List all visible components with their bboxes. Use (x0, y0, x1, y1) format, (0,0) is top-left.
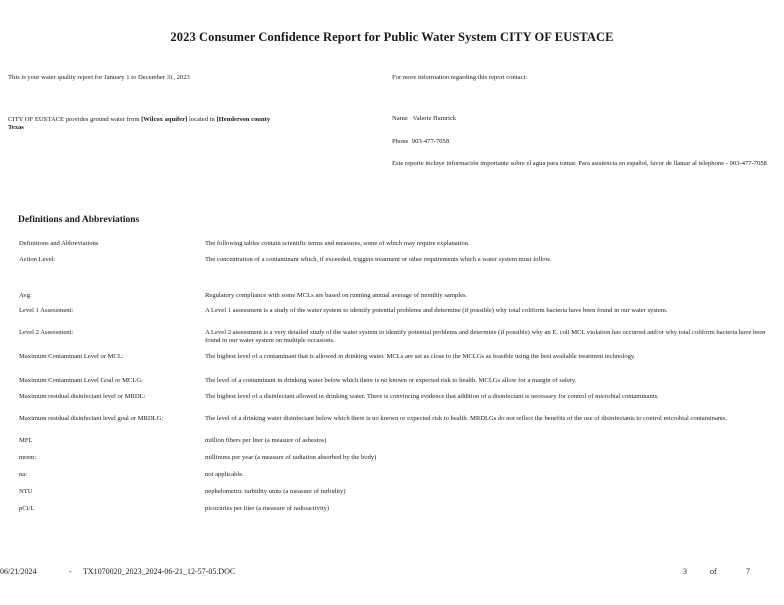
definition-term: NTU (19, 488, 33, 495)
definition-term: Level 1 Assessment: (19, 307, 74, 314)
report-title: 2023 Consumer Confidence Report for Public Water System CITY OF EUSTACE (170, 30, 614, 44)
definition-text: A Level 1 assessment is a study of the water system to identify potential problems and determine (if possible) why total coliform bacteria have been found in our water system. (205, 307, 668, 314)
footer-page-number: 3 (683, 567, 687, 576)
county-name: [Henderson county Texas (8, 116, 271, 132)
spanish-notice: Este reporte incluye información importante sobre el agua para tomar. Para asistencia en español, favor de llamar al telephone - 903-477-7058 (392, 160, 767, 167)
footer-date: 06/21/2024 (0, 567, 37, 576)
aquifer-name: [Wilcox aquifer] (141, 116, 188, 123)
water-source-mid: located in (187, 116, 217, 123)
definition-text: not applicable. (205, 471, 244, 478)
definition-text: nephelometric turbidity units (a measure of turbidity) (205, 488, 346, 495)
contact-phone-label: Phone (392, 138, 409, 145)
definition-term: Avg: (19, 292, 32, 299)
definition-term: Level 2 Assessment: (19, 329, 74, 336)
definition-term: Definitions and Abbreviations (19, 240, 99, 247)
contact-phone (392, 138, 762, 146)
water-source-prefix: CITY OF EUSTACE provides ground water from (8, 116, 142, 123)
contact-heading: For more information regarding this report contact: (392, 74, 528, 81)
definition-text: The following tables contain scientific terms and measures, some of which may require explanation. (205, 240, 470, 247)
definition-text: The highest level of a contaminant that is allowed in drinking water. MCLs are set as close to the MCLGs as feasible using the best available treatment technology. (205, 353, 636, 360)
definition-term: MFL (19, 437, 33, 444)
definition-text: The concentration of a contaminant which, if exceeded, triggers treatment or other requirements which a water system must follow. (205, 256, 552, 263)
footer-of: of (710, 567, 717, 576)
definition-term: Maximum Contaminant Level Goal or MCLG: (19, 377, 143, 384)
definition-term: Maximum Contaminant Level or MCL: (19, 353, 124, 360)
definition-text: Regulatory compliance with some MCLs are based on running annual average of monthly samples. (205, 292, 468, 299)
definition-term: na: (19, 471, 28, 478)
definition-text: picocuries per liter (a measure of radioactivity) (205, 505, 330, 512)
definition-text: A Level 2 assessment is a very detailed study of the water system to identify potential problems and determine (if possible) why an E. coli MCL violation has occurred and/or why total coliform bacteria have been found in our water system on multiple occasions. (205, 329, 766, 344)
footer-filename: TX1070020_2023_2024-06-21_12-57-05.DOC (83, 567, 236, 576)
water-source (8, 116, 278, 133)
contact-name-value: Valerie Hamrick (412, 115, 457, 122)
definitions-heading: Definitions and Abbreviations (18, 215, 140, 225)
definition-term: Action Level: (19, 256, 56, 263)
definition-term: pCi/L (19, 505, 35, 512)
definition-text: million fibers per liter (a measure of asbestos) (205, 437, 327, 444)
footer-dash: - (69, 567, 72, 576)
definition-text: millirems per year (a measure of radiation absorbed by the body) (205, 454, 377, 461)
contact-name-label: Name (392, 115, 408, 122)
definition-text: The level of a drinking water disinfectant below which there is no known or expected risk to health. MRDLGs do not reflect the benefits of the use of disinfectants to control microbial contaminants. (205, 415, 728, 422)
report-period: This is your water quality report for January 1 to December 31, 2023 (8, 74, 190, 81)
contact-name (392, 115, 762, 123)
definition-text: The level of a contaminant in drinking water below which there is no known or expected risk to health. MCLGs allow for a margin of safety. (205, 377, 577, 384)
contact-phone-value: 903-477-7058 (411, 138, 450, 145)
definition-term: Maximum residual disinfectant level goal or MRDLG: (19, 415, 164, 422)
footer-total-pages: 7 (746, 567, 750, 576)
definition-term: Maximum residual disinfectant level or MRDL: (19, 393, 146, 400)
definition-term: mrem: (19, 454, 37, 461)
definition-text: The highest level of a disinfectant allowed in drinking water. There is convincing evidence that addition of a disinfectant is necessary for control of microbial contaminants. (205, 393, 659, 400)
